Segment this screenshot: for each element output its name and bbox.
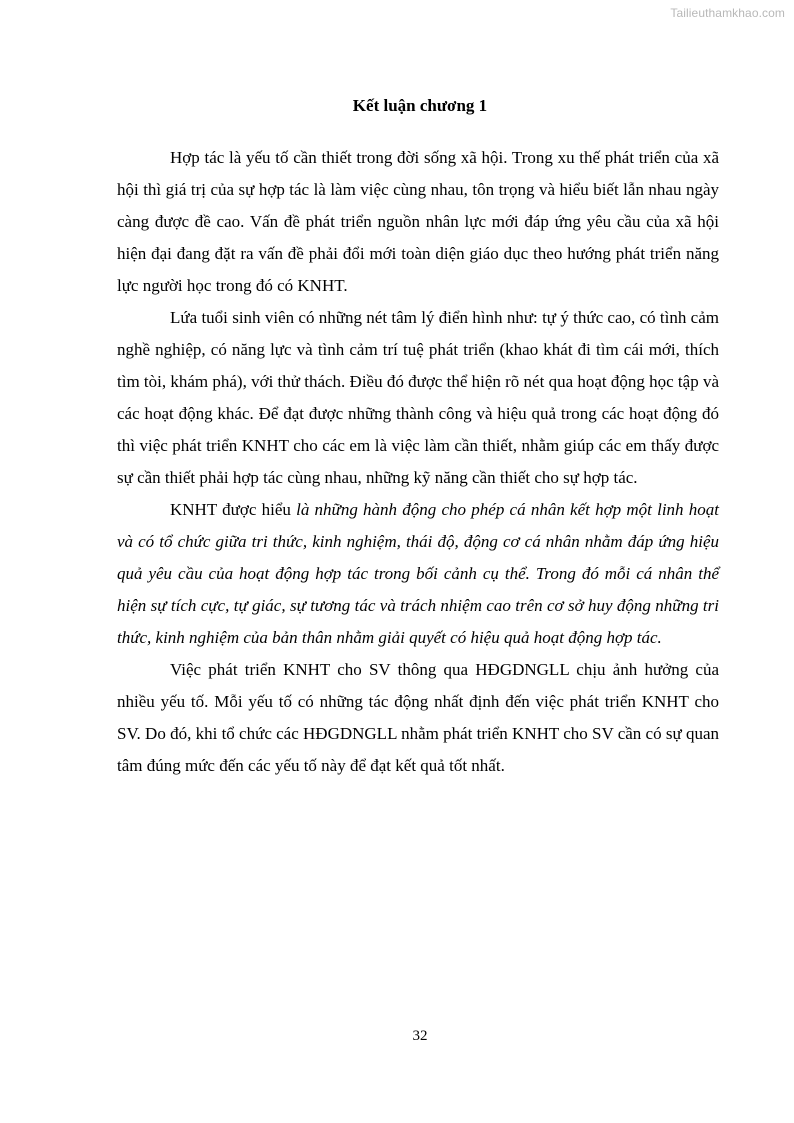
paragraph-3 (117, 494, 719, 654)
paragraph-2: Lứa tuổi sinh viên có những nét tâm lý điển hình như: tự ý thức cao, có tình cảm nghề nghiệp, có năng lực và tình cảm trí tuệ phát triển (khao khát đi tìm cái mới, thích tìm tòi, khám phá), với thử thách. Điều đó được thể hiện rõ nét qua hoạt động học tập và các hoạt động khác. Để đạt được những thành công và hiệu quả trong các hoạt động đó thì việc phát triển KNHT cho các em là việc làm cần thiết, nhằm giúp các em thấy được sự cần thiết phải hợp tác cùng nhau, những kỹ năng cần thiết cho sự hợp tác. (117, 308, 719, 487)
paragraph-3-lead: KNHT được hiểu (170, 500, 297, 519)
chapter-conclusion-heading: Kết luận chương 1 (352, 96, 488, 115)
document-body (117, 142, 719, 782)
page-number: 32 (412, 1028, 428, 1044)
watermark: Tailieuthamkhao.com (670, 6, 785, 20)
paragraph-3-definition: là những hành động cho phép cá nhân kết hợp một linh hoạt và có tổ chức giữa tri thức, kinh nghiệm, thái độ, động cơ cá nhân nhằm đáp ứng hiệu quả yêu cầu của hoạt động hợp tác trong bối cảnh cụ thể. Trong đó mỗi cá nhân thể hiện sự tích cực, tự giác, sự tương tác và trách nhiệm cao trên cơ sở huy động những tri thức, kinh nghiệm của bản thân nhằm giải quyết có hiệu quả hoạt động hợp tác. (117, 500, 719, 647)
paragraph-4: Việc phát triển KNHT cho SV thông qua HĐGDNGLL chịu ảnh hưởng của nhiều yếu tố. Mỗi yếu tố có những tác động nhất định đến việc phát triển KNHT cho SV. Do đó, khi tổ chức các HĐGDNGLL nhằm phát triển KNHT cho SV cần có sự quan tâm đúng mức đến các yếu tố này để đạt kết quả tốt nhất. (117, 660, 719, 775)
paragraph-1: Hợp tác là yếu tố cần thiết trong đời sống xã hội. Trong xu thế phát triển của xã hội thì giá trị của sự hợp tác là làm việc cùng nhau, tôn trọng và hiểu biết lẫn nhau ngày càng được đề cao. Vấn đề phát triển nguồn nhân lực mới đáp ứng yêu cầu của xã hội hiện đại đang đặt ra vấn đề phải đổi mới toàn diện giáo dục theo hướng phát triển năng lực người học trong đó có KNHT. (117, 148, 719, 295)
